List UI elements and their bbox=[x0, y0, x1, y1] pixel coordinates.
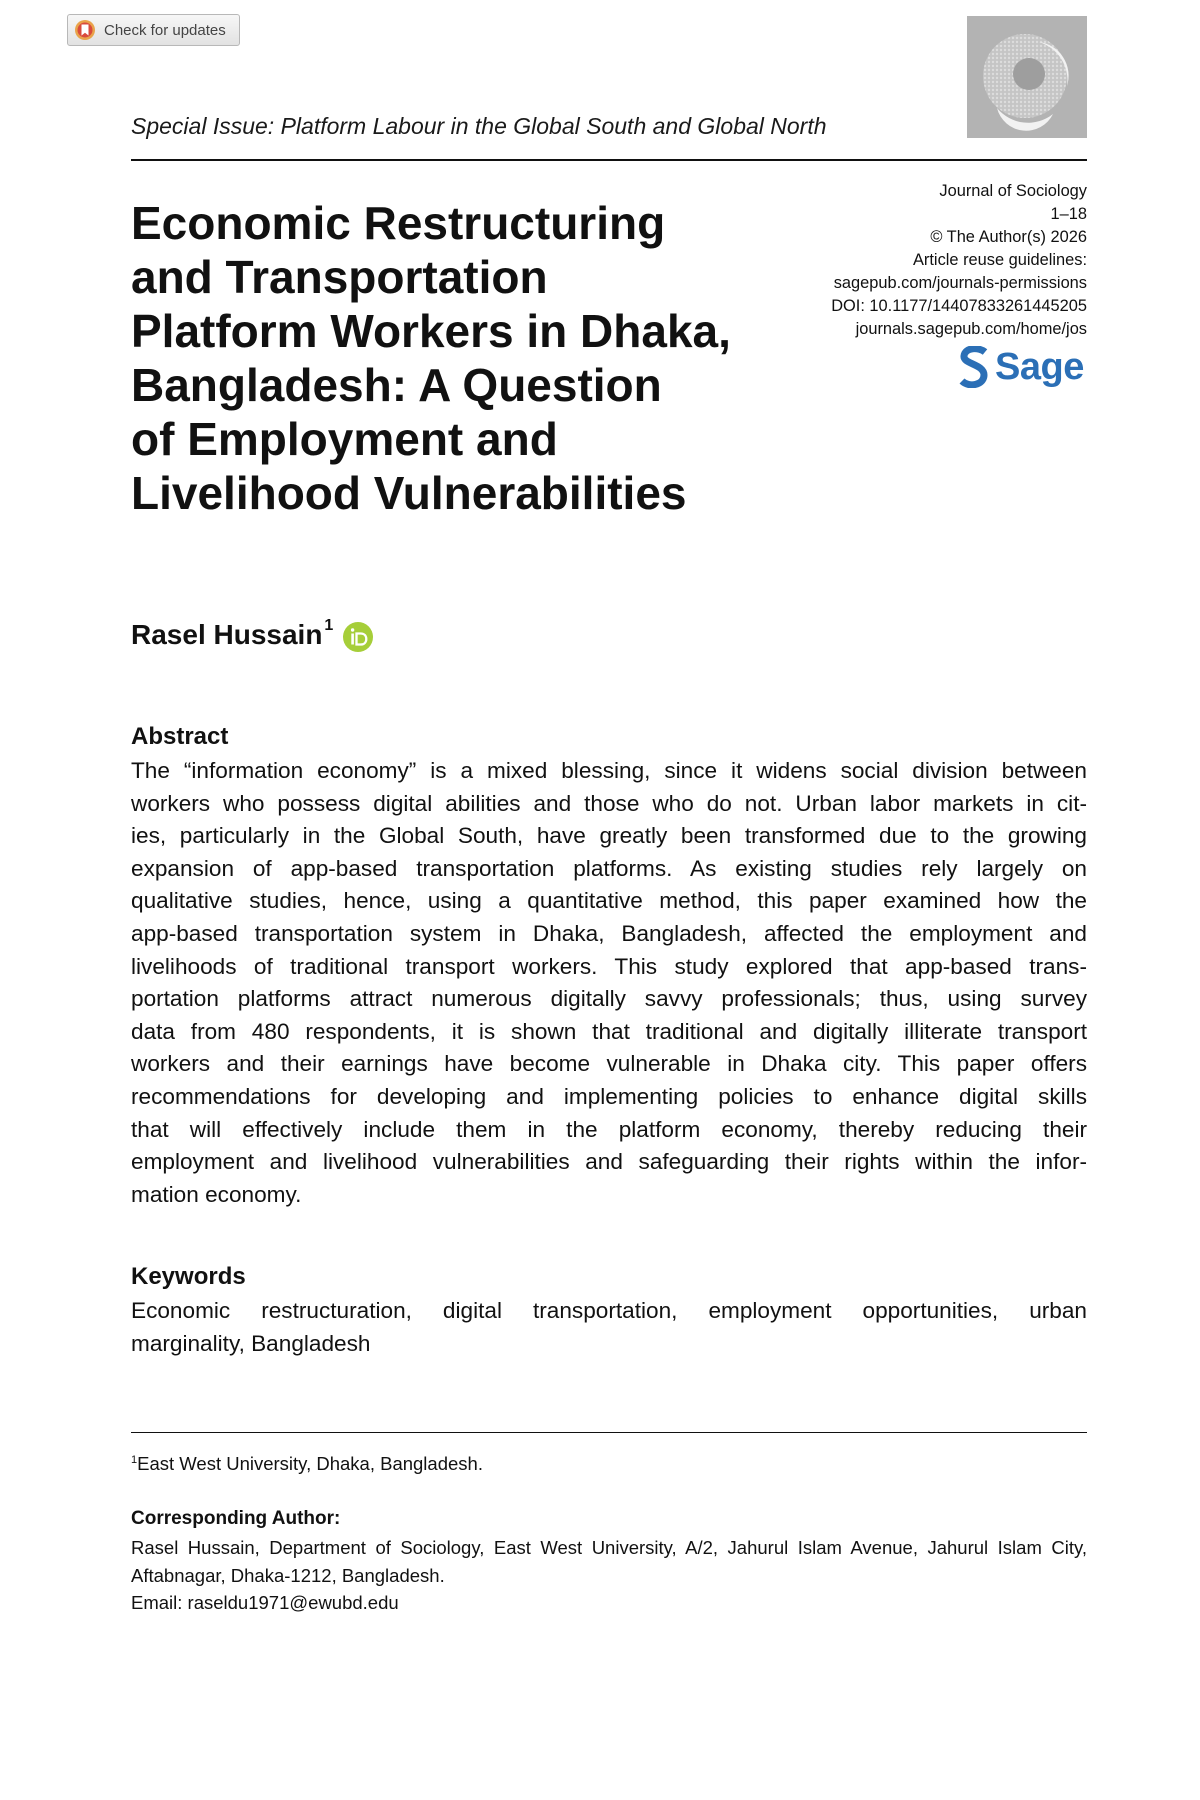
sage-logo bbox=[959, 344, 1084, 390]
orcid-icon[interactable] bbox=[343, 622, 373, 652]
abstract-line: employment and livelihood vulnerabilities and safeguarding their rights within the infor- bbox=[131, 1149, 1087, 1175]
corresponding-line: Aftabnagar, Dhaka-1212, Bangladesh. bbox=[131, 1564, 445, 1586]
corresponding-author-heading: Corresponding Author: bbox=[131, 1508, 341, 1529]
abstract-line: livelihoods of traditional transport workers. This study explored that app-based trans- bbox=[131, 953, 1087, 979]
abstract-line: that will effectively include them in the platform economy, thereby reducing their bbox=[131, 1116, 1087, 1142]
reuse-guidelines-label: Article reuse guidelines: bbox=[912, 251, 1087, 269]
footnote-divider bbox=[131, 1432, 1087, 1433]
abstract-body bbox=[131, 755, 1087, 1211]
title-line: and Transportation bbox=[131, 251, 548, 303]
abstract-line: workers who possess digital abilities and those who do not. Urban labor markets in cit- bbox=[131, 790, 1087, 816]
author-affiliation-mark: 1 bbox=[324, 617, 334, 634]
journal-metadata bbox=[757, 180, 1087, 341]
journal-homepage-link[interactable]: journals.sagepub.com/home/jos bbox=[855, 320, 1087, 338]
special-issue-header: Special Issue: Platform Labour in the Global South and Global North bbox=[131, 113, 827, 139]
header-divider bbox=[131, 159, 1087, 161]
abstract-line: mation economy. bbox=[131, 1181, 302, 1207]
keywords-line: Economic restructuration, digital transportation, employment opportunities, urban bbox=[131, 1298, 1087, 1323]
copyright: © The Author(s) 2026 bbox=[930, 228, 1087, 246]
corresponding-email[interactable]: Email: raseldu1971@ewubd.edu bbox=[131, 1592, 399, 1613]
title-line: of Employment and bbox=[131, 413, 558, 465]
keywords-line: marginality, Bangladesh bbox=[131, 1330, 371, 1356]
abstract-line: qualitative studies, hence, using a quantitative method, this paper examined how the bbox=[131, 888, 1087, 914]
abstract-heading: Abstract bbox=[131, 723, 229, 750]
journal-cover-image bbox=[967, 16, 1087, 138]
abstract-line: workers and their earnings have become vulnerable in Dhaka city. This paper offers bbox=[131, 1051, 1087, 1077]
keywords-heading: Keywords bbox=[131, 1263, 246, 1290]
abstract-line: data from 480 respondents, it is shown that traditional and digitally illiterate transport bbox=[131, 1018, 1087, 1044]
affiliation-text: East West University, Dhaka, Bangladesh. bbox=[137, 1453, 483, 1474]
corresponding-author-details bbox=[131, 1534, 1087, 1617]
author-line bbox=[131, 619, 373, 651]
sage-s-icon bbox=[959, 346, 989, 388]
title-line: Platform Workers in Dhaka, bbox=[131, 305, 731, 357]
title-line: Economic Restructuring bbox=[131, 197, 666, 249]
journal-name: Journal of Sociology bbox=[939, 182, 1087, 200]
page-range: 1–18 bbox=[1050, 205, 1087, 223]
abstract-line: ies, particularly in the Global South, have greatly been transformed due to the growing bbox=[131, 823, 1087, 849]
article-title bbox=[131, 196, 791, 520]
corresponding-line: Rasel Hussain, Department of Sociology, East West University, A/2, Jahurul Islam Avenue, Jahurul Islam City, bbox=[131, 1537, 1087, 1558]
title-line: Livelihood Vulnerabilities bbox=[131, 467, 687, 519]
check-for-updates-button[interactable] bbox=[67, 14, 240, 46]
sage-wordmark: Sage bbox=[995, 345, 1084, 388]
title-line: Bangladesh: A Question bbox=[131, 359, 662, 411]
abstract-line: recommendations for developing and implementing policies to enhance digital skills bbox=[131, 1083, 1087, 1109]
abstract-line: expansion of app-based transportation platforms. As existing studies rely largely on bbox=[131, 855, 1087, 881]
affiliation-mark: 1 bbox=[131, 1453, 138, 1466]
affiliation-footnote bbox=[131, 1453, 483, 1475]
keywords-body bbox=[131, 1295, 1087, 1360]
abstract-line: app-based transportation system in Dhaka, Bangladesh, affected the employment and bbox=[131, 920, 1087, 946]
abstract-line: portation platforms attract numerous digitally savvy professionals; thus, using survey bbox=[131, 986, 1087, 1012]
reuse-guidelines-link[interactable]: sagepub.com/journals-permissions bbox=[833, 274, 1087, 292]
abstract-line: The “information economy” is a mixed blessing, since it widens social division between bbox=[131, 758, 1087, 783]
doi[interactable]: DOI: 10.1177/14407833261445205 bbox=[831, 297, 1087, 315]
author-name[interactable]: Rasel Hussain bbox=[131, 619, 323, 650]
check-for-updates-label: Check for updates bbox=[104, 21, 226, 39]
check-updates-icon bbox=[74, 19, 96, 41]
